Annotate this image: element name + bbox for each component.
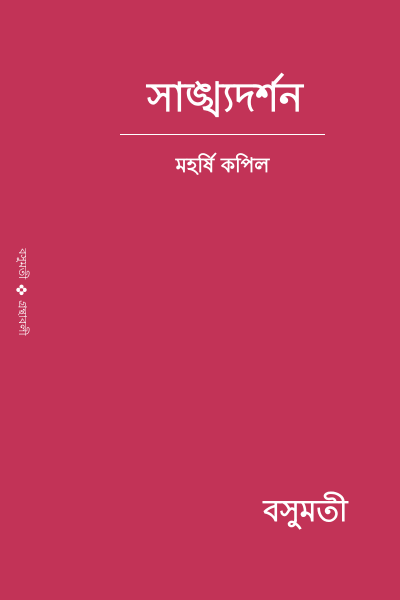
- spine-label: [7, 210, 37, 375]
- spine-collection: গ্রন্থাবলী: [16, 300, 29, 336]
- spine-publisher: বসুমতী: [16, 248, 29, 280]
- flower-icon: [17, 284, 28, 295]
- book-author: মহর্ষি কপিল: [175, 153, 270, 177]
- spine-text-row: [15, 248, 29, 335]
- book-title: সাঙ্খ্যদর্শন: [147, 75, 303, 121]
- publisher-name: বসুমতী: [263, 494, 348, 529]
- title-divider: [120, 134, 325, 135]
